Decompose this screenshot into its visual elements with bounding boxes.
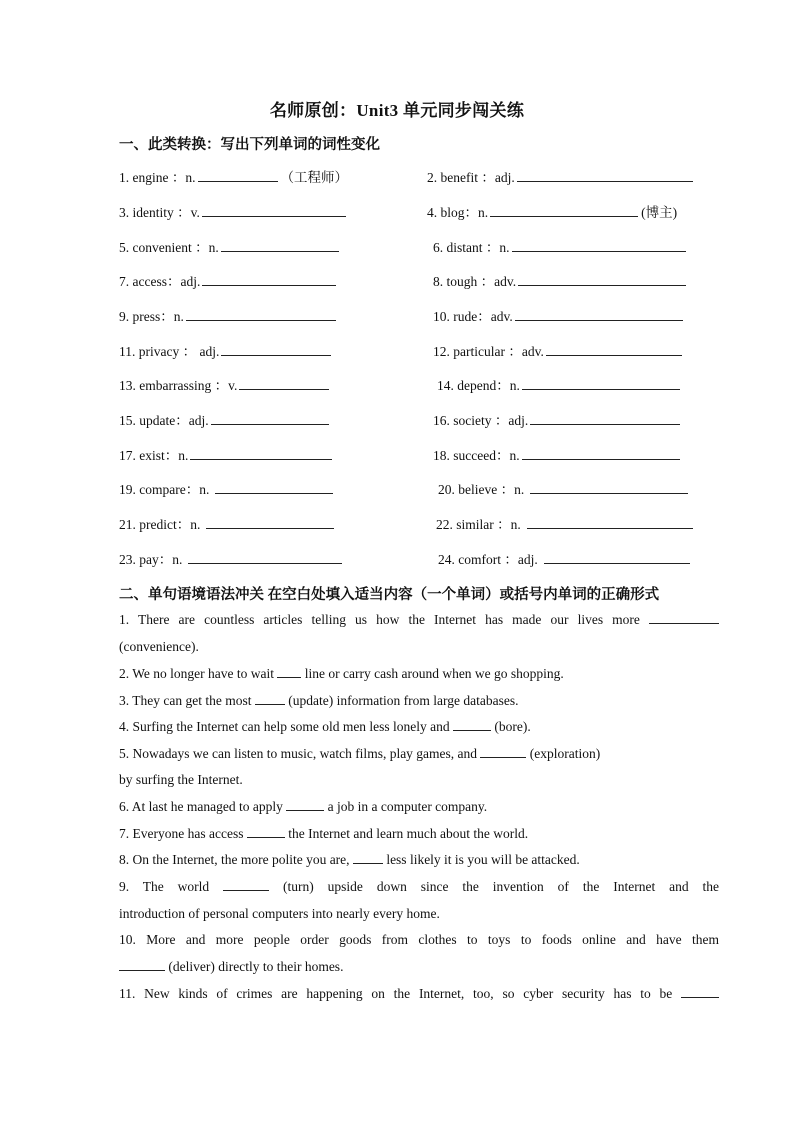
section1-heading: 一、此类转换：写出下列单词的词性变化 — [119, 137, 380, 153]
vocab-item: 1. engine ：n. （工程师） — [119, 170, 348, 185]
answer-blank[interactable] — [211, 411, 329, 425]
question-1: 1. There are countless articles telling us how the Internet has made our lives more — [119, 611, 719, 629]
vocab-item: 21. predict：n. — [119, 515, 334, 534]
question-9-cont: introduction of personal computers into nearly every home. — [119, 906, 440, 921]
vocab-item: 23. pay：n. — [119, 550, 342, 569]
answer-blank[interactable] — [512, 238, 686, 252]
answer-blank[interactable] — [522, 446, 680, 460]
answer-blank[interactable] — [202, 272, 336, 286]
vocab-item: 11. privacy ： adj. — [119, 342, 331, 361]
answer-blank[interactable] — [215, 480, 333, 494]
answer-blank[interactable] — [286, 798, 324, 811]
answer-blank[interactable] — [530, 480, 688, 494]
answer-blank[interactable] — [681, 985, 719, 998]
answer-blank[interactable] — [517, 168, 693, 182]
answer-blank[interactable] — [544, 550, 690, 564]
answer-blank[interactable] — [239, 376, 329, 390]
vocab-item: 14. depend：n. — [437, 376, 680, 395]
answer-blank[interactable] — [527, 515, 693, 529]
answer-blank[interactable] — [649, 611, 719, 624]
answer-blank[interactable] — [353, 851, 383, 864]
answer-blank[interactable] — [453, 718, 491, 731]
answer-blank[interactable] — [206, 515, 334, 529]
answer-blank[interactable] — [188, 550, 342, 564]
vocab-item: 17. exist：n. — [119, 446, 332, 465]
question-5: 5. Nowadays we can listen to music, watch films, play games, and (exploration) — [119, 746, 601, 761]
answer-blank[interactable] — [530, 411, 680, 425]
answer-blank[interactable] — [522, 376, 680, 390]
question-9: 9. The world (turn) upside down since the invention of the Internet and the — [119, 879, 720, 894]
vocab-item: 19. compare：n. — [119, 480, 333, 499]
page-title: 名师原创：Unit3 单元同步闯关练 — [269, 101, 525, 120]
question-4: 4. Surfing the Internet can help some old men less lonely and (bore). — [119, 719, 531, 734]
vocab-item: 24. comfort ：adj. — [438, 550, 690, 569]
answer-blank[interactable] — [247, 825, 285, 838]
question-3: 3. They can get the most (update) information from large databases. — [119, 693, 519, 708]
answer-blank[interactable] — [223, 878, 269, 891]
answer-blank[interactable] — [221, 342, 331, 356]
question-1-cont: (convenience). — [119, 639, 199, 654]
question-10-cont: (deliver) directly to their homes. — [119, 958, 719, 976]
answer-blank[interactable] — [119, 958, 165, 971]
vocab-item: 22. similar ：n. — [436, 515, 693, 534]
vocab-item: 2. benefit ：adj. — [427, 168, 693, 187]
answer-blank[interactable] — [190, 446, 332, 460]
vocab-item: 3. identity ：v. — [119, 203, 346, 222]
answer-blank[interactable] — [198, 168, 278, 182]
question-8: 8. On the Internet, the more polite you are, less likely it is you will be attacked. — [119, 852, 580, 867]
answer-blank[interactable] — [518, 272, 686, 286]
answer-blank[interactable] — [277, 665, 301, 678]
question-7: 7. Everyone has access the Internet and learn much about the world. — [119, 826, 529, 841]
answer-blank[interactable] — [515, 307, 683, 321]
vocab-item: 12. particular ：adv. — [433, 342, 682, 361]
vocab-item: 10. rude：adv. — [433, 307, 683, 326]
question-2: 2. We no longer have to wait line or carry cash around when we go shopping. — [119, 666, 564, 681]
section2-heading: 二、单句语境语法冲关 在空白处填入适当内容（一个单词）或括号内单词的正确形式 — [119, 587, 660, 603]
answer-blank[interactable] — [480, 745, 526, 758]
vocab-item: 15. update：adj. — [119, 411, 329, 430]
vocab-item: 13. embarrassing ：v. — [119, 376, 329, 395]
answer-blank[interactable] — [221, 238, 339, 252]
answer-blank[interactable] — [202, 203, 346, 217]
answer-blank[interactable] — [255, 692, 285, 705]
vocab-item: 18. succeed：n. — [433, 446, 680, 465]
vocab-item: 8. tough ：adv. — [433, 272, 686, 291]
question-10: 10. More and more people order goods from clothes to toys to foods online and have them — [119, 932, 719, 947]
vocab-item: 9. press：n. — [119, 307, 336, 326]
vocab-item: 4. blog：n. (博主) — [427, 205, 678, 220]
answer-blank[interactable] — [186, 307, 336, 321]
vocab-item: 6. distant ：n. — [433, 238, 686, 257]
question-6: 6. At last he managed to apply a job in a computer company. — [119, 799, 488, 814]
vocab-item: 7. access：adj. — [119, 272, 336, 291]
vocab-item: 16. society ：adj. — [433, 411, 680, 430]
answer-blank[interactable] — [490, 203, 638, 217]
vocab-item: 5. convenient ：n. — [119, 238, 339, 257]
answer-blank[interactable] — [546, 342, 682, 356]
question-11: 11. New kinds of crimes are happening on the Internet, too, so cyber security has to be — [119, 985, 719, 1003]
question-5-cont: by surfing the Internet. — [119, 772, 243, 787]
vocab-item: 20. believe ：n. — [438, 480, 688, 499]
